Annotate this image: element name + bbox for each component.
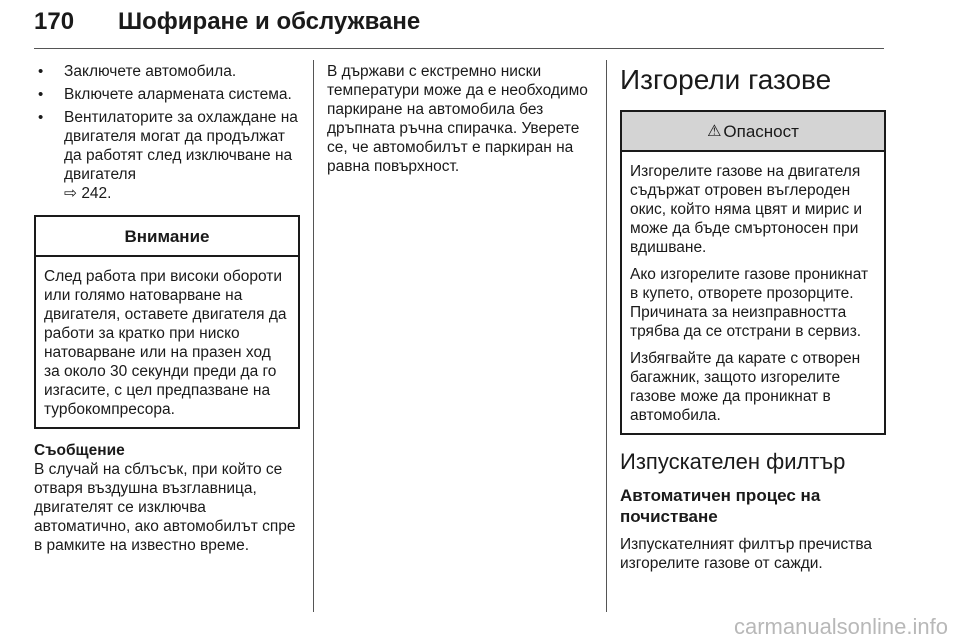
caution-text: След работа при високи обороти или голямо натоварване на двигателя, оставете двигателя да работи за кратко при ниско натоварване или на празен ход за около 30 секунди преди да го изгасите, с цел предпазване на турбокомпресора.	[44, 268, 287, 418]
bullet-icon: •	[38, 86, 44, 103]
column-divider-1	[313, 60, 314, 612]
note-title: Съобщение	[34, 442, 125, 459]
danger-header	[622, 112, 884, 152]
note-text: В случай на сблъсък, при който се отваря въздушна възглавница, двигателят се изключва автоматично, ако автомобилът спре в рамките на известно време.	[34, 461, 296, 554]
column-left	[34, 62, 300, 555]
subsection-title: Автоматичен процес на почистване	[620, 486, 821, 526]
warning-triangle-icon: ⚠	[707, 122, 722, 140]
list-item-text: Вентилаторите за охлаждане на двигателя могат да продължат да работят след изключване на двигателя	[64, 109, 298, 183]
danger-paragraph: Ако изгорелите газове проникнат в купето, отворете прозорците. Причината за неизправността трябва да се отстрани в сервиз.	[630, 266, 869, 340]
watermark: carmanualsonline.info	[733, 614, 948, 639]
bullet-list	[34, 62, 300, 203]
page-reference-link[interactable]	[64, 184, 111, 203]
column-divider-2	[606, 60, 607, 612]
danger-title: Опасност	[723, 121, 799, 141]
danger-paragraph: Изгорелите газове на двигателя съдържат отровен въглероден окис, който няма цвят и мирис и може да бъде смъртоносен при вдишване.	[630, 163, 863, 256]
page-reference-number: 242.	[81, 185, 112, 202]
danger-paragraph: Избягвайте да карате с отворен багажник, защото изгорелите газове може да проникнат в автомобила.	[630, 350, 861, 424]
caution-box	[34, 215, 300, 429]
arrow-right-icon: ⇨	[64, 185, 77, 202]
filter-paragraph: Изпускателният филтър пречиства изгорелите газове от сажди.	[620, 536, 873, 572]
list-item	[34, 85, 300, 104]
section-title-exhaust: Изгорели газове	[620, 64, 832, 95]
list-item-text: Заключете автомобила.	[64, 63, 237, 80]
page-title: Шофиране и обслужване	[118, 8, 421, 35]
list-item	[34, 108, 300, 203]
bullet-icon: •	[38, 63, 44, 80]
parking-paragraph: В държави с екстремно ниски температури може да е необходимо паркиране на автомобила без дръпната ръчна спирачка. Уверете се, че автомобилът е паркиран на равна повърхност.	[327, 63, 588, 175]
list-item	[34, 62, 300, 81]
danger-box	[620, 110, 886, 435]
list-item-text: Включете алармената система.	[64, 86, 292, 103]
column-middle	[327, 62, 592, 176]
section-title-filter: Изпускателен филтър	[620, 449, 846, 474]
bullet-icon: •	[38, 109, 44, 126]
column-right	[620, 64, 886, 573]
page-number: 170	[34, 8, 75, 35]
page-header	[34, 8, 884, 44]
caution-title: Внимание	[36, 217, 298, 257]
header-divider	[34, 48, 884, 49]
